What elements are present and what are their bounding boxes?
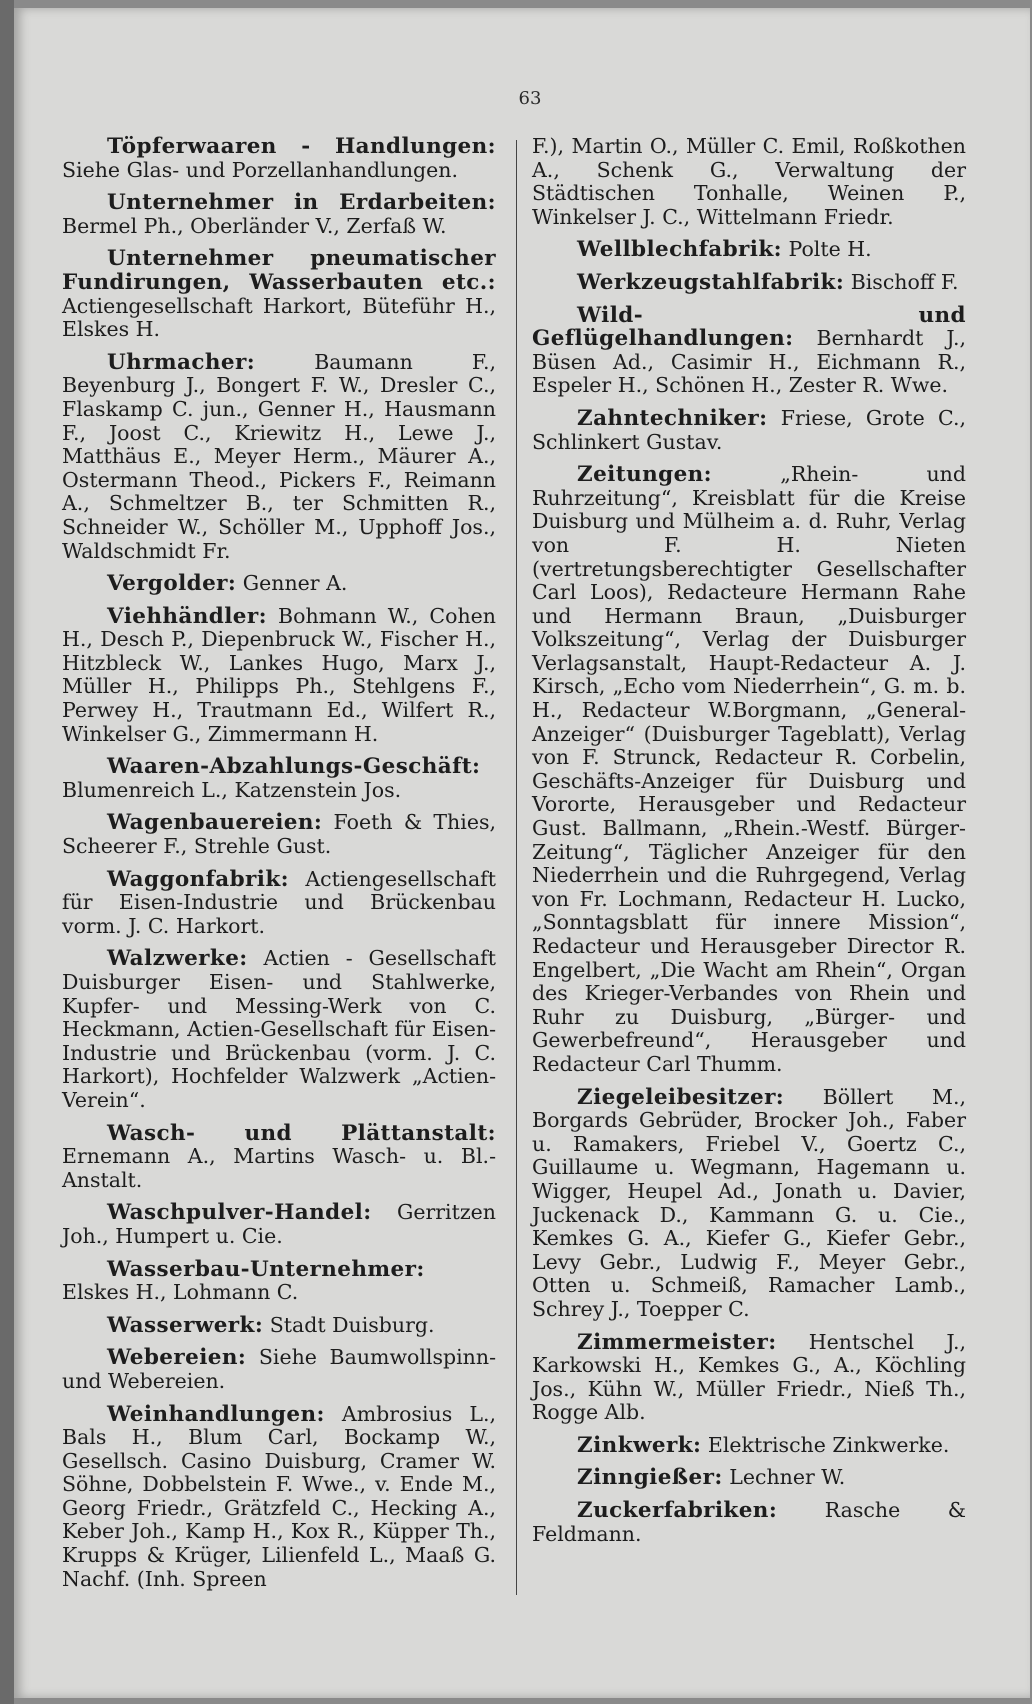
- entry-heading: Wasch- und Plättanstalt:: [107, 1120, 496, 1146]
- directory-entry: [532, 1466, 966, 1490]
- directory-entry: [62, 1314, 496, 1338]
- entry-text: Hentschel J., Karkowski H., Kemkes G., A., Köchling Jos., Kühn W., Müller Friedr., Nieß Th., Rogge Alb.: [532, 1329, 966, 1425]
- entry-text: Bohmann W., Cohen H., Desch P., Diepenbruck W., Fischer H., Hitzbleck W., Lankes Hugo, Marx J., Müller H., Philipps Ph., Stehlgens F., Perwey H., Trautmann Ed., Wilfert R., Winkelser G., Zimmermann H.: [62, 603, 496, 746]
- directory-entry: [532, 407, 966, 454]
- directory-entry: [532, 1331, 966, 1425]
- directory-entry: [532, 1434, 966, 1458]
- entry-text: Ernemann A., Martins Wasch- u. Bl.-Anstalt.: [62, 1144, 496, 1192]
- entry-heading: Zuckerfabriken:: [577, 1498, 778, 1524]
- entry-heading: Zimmermeister:: [577, 1329, 777, 1355]
- entry-text: Bernhardt J., Büsen Ad., Casimir H., Eichmann R., Espeler H., Schönen H., Zester R. Wwe.: [532, 326, 966, 398]
- directory-entry: [62, 135, 496, 182]
- entry-heading: Wasserbau-Unternehmer:: [107, 1256, 425, 1282]
- page-number: 63: [518, 88, 542, 109]
- directory-entry: [532, 304, 966, 398]
- entry-heading: Zinngießer:: [577, 1465, 723, 1491]
- entry-heading: Waaren-Abzahlungs-Geschäft:: [107, 754, 481, 780]
- entry-heading: Weinhandlungen:: [107, 1401, 325, 1427]
- entry-text: Lechner W.: [729, 1465, 846, 1490]
- entry-text: Elektrische Zinkwerke.: [707, 1432, 950, 1457]
- directory-entry: [62, 247, 496, 341]
- entry-heading: Werkzeugstahlfabrik:: [577, 269, 845, 295]
- entry-heading: Uhrmacher:: [107, 349, 256, 375]
- entry-text: F.), Martin O., Müller C. Emil, Roßkothen A., Schenk G., Verwaltung der Städtischen Tonhalle, Weinen P., Winkelser J. C., Wittelmann Friedr.: [532, 134, 966, 229]
- directory-entry: [532, 1499, 966, 1546]
- column-divider: [516, 140, 517, 1595]
- entry-text: Stadt Duisburg.: [269, 1312, 435, 1337]
- entry-text: Blumenreich L., Katzenstein Jos.: [62, 777, 402, 802]
- directory-entry: [532, 271, 966, 295]
- entry-heading: Wild- und Geflügelhandlungen:: [532, 302, 966, 352]
- left-column: [62, 135, 496, 1600]
- entry-text: Elskes H., Lohmann C.: [62, 1280, 299, 1305]
- directory-entry: [532, 135, 966, 229]
- directory-entry: [532, 1086, 966, 1322]
- entry-text: Actiengesellschaft Harkort, Büteführ H., Elskes H.: [62, 293, 496, 342]
- entry-text: Bischoff F.: [850, 269, 959, 294]
- entry-text: Bermel Ph., Oberländer V., Zerfaß W.: [62, 213, 447, 238]
- entry-heading: Vergolder:: [107, 571, 237, 597]
- entry-text: Polte H.: [788, 237, 872, 262]
- directory-entry: [62, 947, 496, 1112]
- entry-heading: Waschpulver-Handel:: [107, 1200, 372, 1226]
- entry-heading: Wasserwerk:: [107, 1312, 264, 1338]
- directory-entry: [62, 811, 496, 858]
- entry-heading: Waggonfabrik:: [107, 866, 289, 892]
- entry-text: Böllert M., Borgards Gebrüder, Brocker Joh., Faber u. Ramakers, Friebel V., Goertz C., Guillaume u. Wegmann, Hagemann u. Wigger, Heupel Ad., Jonath u. Davier, Juckenack D., Kammann G. u. Cie., Kemkes G. A., Kiefer G., Kiefer Gebr., Levy Gebr., Ludwig F., Meyer Gebr., Otten u. Schmeiß, Ramacher Lamb., Schrey J., Toepper C.: [532, 1084, 966, 1321]
- directory-entry: [62, 605, 496, 747]
- directory-entry: [62, 1403, 496, 1592]
- entry-text: Friese, Grote C., Schlinkert Gustav.: [532, 405, 966, 454]
- entry-text: Baumann F., Beyenburg J., Bongert F. W., Dresler C., Flaskamp C. jun., Genner H., Hausmann F., Joost C., Kriewitz H., Lewe J., Matthäus E., Meyer Herm., Mäurer A., Ostermann Theod., Pickers F., Reimann A., Schmeltzer B., ter Schmitten R., Schneider W., Schöller M., Upphoff Jos., Waldschmidt Fr.: [62, 349, 496, 563]
- entry-text: Genner A.: [242, 571, 348, 596]
- entry-heading: Wagenbauereien:: [107, 810, 323, 836]
- entry-heading: Töpferwaaren - Handlungen:: [107, 134, 496, 159]
- directory-entry: [62, 1122, 496, 1193]
- directory-entry: [532, 238, 966, 262]
- entry-text: „Rhein- und Ruhrzeitung“, Kreisblatt für die Kreise Duisburg und Mülheim a. d. Ruhr, Verlag von F. H. Nieten (vertretungsberechtigter Gesellschafter Carl Loos), Redacteure Hermann Rahe und Hermann Braun, „Duisburger Volkszeitung“, Verlag der Duisburger Verlagsanstalt, Haupt-Redacteur A. J. Kirsch, „Echo vom Niederrhein“, G. m. b. H., Redacteur W.Borgmann, „General-Anzeiger“ (Duisburger Tageblatt), Verlag von F. Strunck, Redacteur R. Corbelin, Geschäfts-Anzeiger für Duisburg und Vororte, Herausgeber und Redacteur Gust. Ballmann, „Rhein.-Westf. Bürger-Zeitung“, Täglicher Anzeiger für den Niederrhein und die Ruhrgegend, Verlag von Fr. Lochmann, Redacteur H. Lucko, „Sonntagsblatt für innere Mission“, Redacteur und Herausgeber Director R. Engelbert, „Die Wacht am Rhein“, Organ des Krieger-Verbandes von Rhein und Ruhr zu Duisburg, „Bürger- und Gewerbefreund“, Herausgeber und Redacteur Carl Thumm.: [532, 462, 966, 1076]
- directory-entry: [62, 755, 496, 802]
- directory-entry: [62, 1258, 496, 1305]
- entry-heading: Zahntechniker:: [577, 405, 768, 431]
- entry-text: Gerritzen Joh., Humpert u. Cie.: [62, 1200, 496, 1248]
- directory-entry: [62, 868, 496, 939]
- entry-text: Actiengesellschaft für Eisen-Industrie und Brückenbau vorm. J. C. Harkort.: [62, 866, 496, 938]
- entry-text: Siehe Glas- und Porzellanhandlungen.: [62, 157, 459, 182]
- page-edge: [0, 0, 14, 1704]
- directory-entry: [62, 351, 496, 563]
- entry-text: Actien - Gesellschaft Duisburger Eisen- und Stahlwerke, Kupfer- und Messing-Werk von C. Heckmann, Actien-Gesellschaft für Eisen-Industrie und Brückenbau (vorm. J. C. Harkort), Hochfelder Walzwerk „Actien-Verein“.: [62, 946, 496, 1112]
- entry-text: Rasche & Feldmann.: [532, 1498, 966, 1546]
- entry-text: Siehe Baumwollspinn- und Webereien.: [62, 1345, 496, 1393]
- entry-heading: Ziegeleibesitzer:: [577, 1084, 785, 1110]
- directory-entry: [62, 572, 496, 596]
- directory-entry: [62, 191, 496, 238]
- entry-heading: Zeitungen:: [577, 462, 713, 488]
- entry-text: Foeth & Thies, Scheerer F., Strehle Gust.: [62, 810, 496, 859]
- directory-entry: [62, 1201, 496, 1248]
- right-column: [532, 135, 966, 1555]
- entry-heading: Unternehmer pneumatischer Fundirungen, Wasserbauten etc.:: [62, 246, 496, 295]
- entry-text: Ambrosius L., Bals H., Blum Carl, Bockamp W., Gesellsch. Casino Duisburg, Cramer W. Söhne, Dobbelstein F. Wwe., v. Ende M., Georg Friedr., Grätzfeld C., Hecking A., Keber Joh., Kamp H., Kox R., Küpper Th., Krupps & Krüger, Lilienfeld L., Maaß G. Nachf. (Inh. Spreen: [62, 1401, 496, 1591]
- directory-entry: [62, 1346, 496, 1393]
- entry-heading: Viehhändler:: [107, 603, 267, 629]
- entry-heading: Unternehmer in Erdarbeiten:: [107, 190, 496, 216]
- entry-heading: Zinkwerk:: [577, 1432, 702, 1458]
- entry-heading: Webereien:: [107, 1345, 247, 1371]
- entry-heading: Walzwerke:: [107, 946, 248, 972]
- directory-entry: [532, 463, 966, 1076]
- entry-heading: Wellblechfabrik:: [577, 237, 782, 263]
